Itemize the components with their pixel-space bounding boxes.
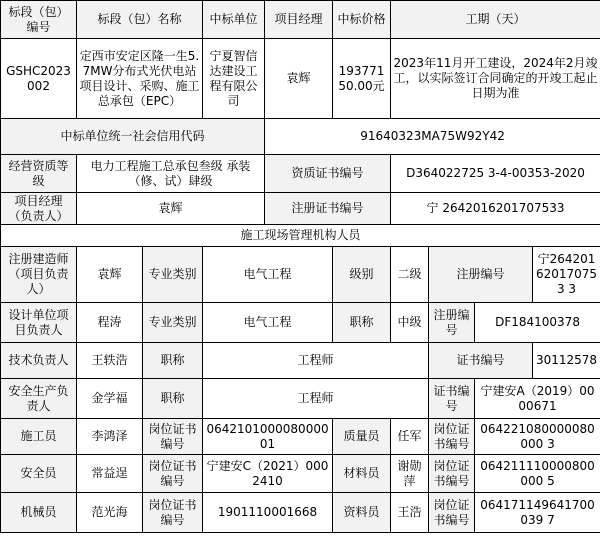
header-manager: 项目经理 xyxy=(265,1,333,39)
header-winner: 中标单位 xyxy=(203,1,265,39)
header-lot-no: 标段（包）编号 xyxy=(1,1,77,39)
builder-role: 注册建造师（项目负责人） xyxy=(1,247,77,303)
material-post: 064211110000800000 5 xyxy=(475,455,600,493)
qualification-cert-label: 资质证书编号 xyxy=(265,155,391,193)
designer-spec-label: 专业类别 xyxy=(143,303,203,343)
tech-cert: 30112578 xyxy=(533,343,600,379)
qualification-label: 经营资质等级 xyxy=(1,155,77,193)
designer-reg-label: 注册编号 xyxy=(429,303,475,343)
quality-name: 任军 xyxy=(391,419,429,455)
lot-period: 2023年11月开工建设，2024年2月竣工，以实际签订合同确定的开竣工起止日期为准 xyxy=(391,39,600,119)
pm-name: 袁辉 xyxy=(77,193,265,225)
section-title-row xyxy=(1,225,600,247)
constructor-post: 064210100008000001 xyxy=(203,419,333,455)
pm-cert-label: 注册证书编号 xyxy=(265,193,391,225)
quality-post: 064221080000080000 3 xyxy=(475,419,600,455)
mechanic-name: 范光海 xyxy=(77,493,143,533)
designer-title-label: 职称 xyxy=(333,303,391,343)
credit-row xyxy=(1,119,600,155)
credit-code-value: 91640323MA75W92Y42 xyxy=(265,119,600,155)
lot-winner: 宁夏智信达建设工程有限公司 xyxy=(203,39,265,119)
material-role: 材料员 xyxy=(333,455,391,493)
safety-lead-name: 金学福 xyxy=(77,379,143,419)
pm-row xyxy=(1,193,600,225)
staff-row-constructor xyxy=(1,419,600,455)
staff-row-builder xyxy=(1,247,600,303)
records-role: 资料员 xyxy=(333,493,391,533)
material-name: 谢勋萍 xyxy=(391,455,429,493)
safety-lead-title: 工程师 xyxy=(203,379,429,419)
header-lot-name: 标段（包）名称 xyxy=(77,1,203,39)
material-post-label: 岗位证书编号 xyxy=(429,455,475,493)
staff-row-mechanic xyxy=(1,493,600,533)
safety-role: 安全员 xyxy=(1,455,77,493)
records-post-label: 岗位证书编号 xyxy=(429,493,475,533)
tech-cert-label: 证书编号 xyxy=(429,343,533,379)
designer-spec: 电气工程 xyxy=(203,303,333,343)
safety-post: 宁建安C（2021）0002410 xyxy=(203,455,333,493)
header-period: 工期（天） xyxy=(391,1,600,39)
designer-name: 程涛 xyxy=(77,303,143,343)
tech-title-label: 职称 xyxy=(143,343,203,379)
constructor-name: 李鸿泽 xyxy=(77,419,143,455)
designer-reg: DF184100378 xyxy=(475,303,600,343)
safety-lead-cert-label: 证书编号 xyxy=(429,379,475,419)
safety-name: 常益逞 xyxy=(77,455,143,493)
constructor-post-label: 岗位证书编号 xyxy=(143,419,203,455)
builder-spec: 电气工程 xyxy=(203,247,333,303)
mechanic-role: 机械员 xyxy=(1,493,77,533)
quality-role: 质量员 xyxy=(333,419,391,455)
records-name: 王浩 xyxy=(391,493,429,533)
lot-manager: 袁辉 xyxy=(265,39,333,119)
mechanic-post-label: 岗位证书编号 xyxy=(143,493,203,533)
pm-label: 项目经理（负责人） xyxy=(1,193,77,225)
builder-level-label: 级别 xyxy=(333,247,391,303)
designer-title: 中级 xyxy=(391,303,429,343)
builder-reg: 宁264201620170753 3 xyxy=(533,247,600,303)
builder-spec-label: 专业类别 xyxy=(143,247,203,303)
safety-lead-role: 安全生产负责人 xyxy=(1,379,77,419)
staff-row-tech xyxy=(1,343,600,379)
records-post: 064171149641700039 7 xyxy=(475,493,600,533)
builder-name: 袁辉 xyxy=(77,247,143,303)
qualification-cert-value: D364022725 3-4-00353-2020 xyxy=(391,155,600,193)
section-title: 施工现场管理机构人员 xyxy=(1,225,600,247)
qualification-row xyxy=(1,155,600,193)
builder-level: 二级 xyxy=(391,247,429,303)
builder-reg-label: 注册编号 xyxy=(429,247,533,303)
lot-row xyxy=(1,39,600,119)
tech-title: 工程师 xyxy=(203,343,429,379)
safety-lead-title-label: 职称 xyxy=(143,379,203,419)
lot-price: 19377150.00元 xyxy=(333,39,391,119)
tech-role: 技术负责人 xyxy=(1,343,77,379)
staff-row-safety xyxy=(1,455,600,493)
mechanic-post: 1901110001668 xyxy=(203,493,333,533)
staff-row-designer xyxy=(1,303,600,343)
lot-number: GSHC2023002 xyxy=(1,39,77,119)
quality-post-label: 岗位证书编号 xyxy=(429,419,475,455)
constructor-role: 施工员 xyxy=(1,419,77,455)
safety-lead-cert: 宁建安A（2019）0000671 xyxy=(475,379,600,419)
staff-row-safety-lead xyxy=(1,379,600,419)
pm-cert-value: 宁 2642016201707533 xyxy=(391,193,600,225)
qualification-value: 电力工程施工总承包叁级 承装（修、试）肆级 xyxy=(77,155,265,193)
lot-name: 定西市安定区隆一生5.7MW分布式光伏电站项目设计、采购、施工总承包（EPC） xyxy=(77,39,203,119)
credit-code-label: 中标单位统一社会信用代码 xyxy=(1,119,265,155)
header-price: 中标价格 xyxy=(333,1,391,39)
designer-role: 设计单位项目负责人 xyxy=(1,303,77,343)
header-row xyxy=(1,1,600,39)
safety-post-label: 岗位证书编号 xyxy=(143,455,203,493)
tech-name: 王轶浩 xyxy=(77,343,143,379)
